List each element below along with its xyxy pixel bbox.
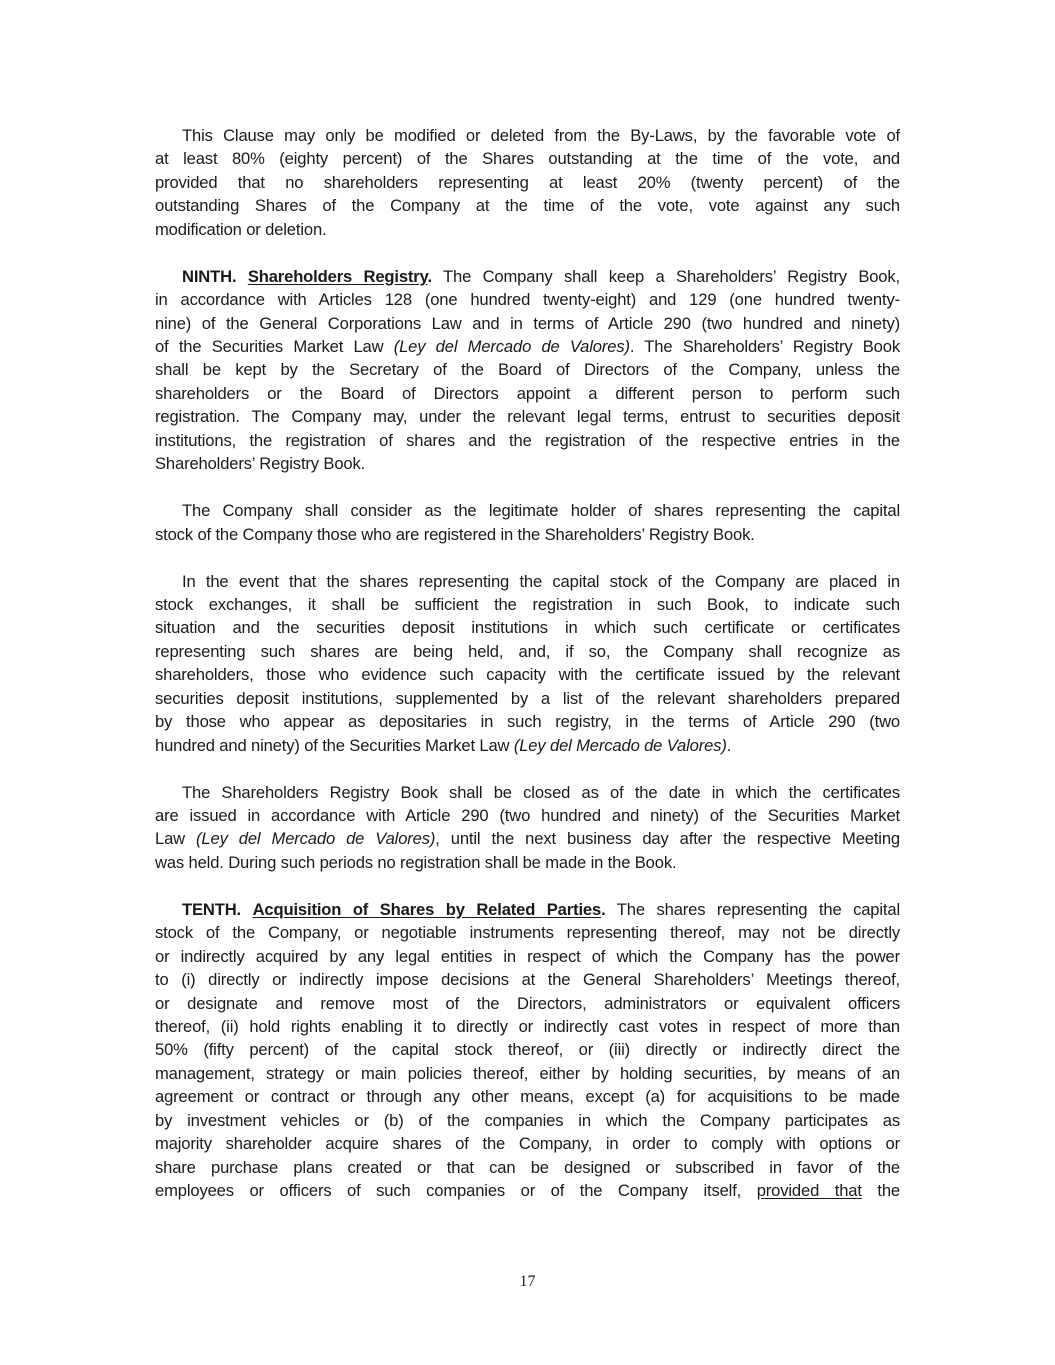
text-run: employees or officers of such companies or of the Company itself,	[155, 1181, 757, 1200]
section-title: Shareholders Registry	[247, 266, 428, 286]
document-page	[155, 124, 900, 1226]
section-number: TENTH.	[182, 899, 242, 919]
text-line: securities deposit institutions, supplemented by a list of the relevant shareholders prepared	[155, 688, 900, 708]
text-line: institutions, the registration of shares and the registration of the respective entries in the	[155, 430, 900, 450]
underlined-term: provided that	[756, 1181, 862, 1200]
text-line: stock of the Company those who are registered in the Shareholders’ Registry Book.	[155, 524, 755, 544]
italic-law-name: (Ley del Mercado de Valores)	[393, 337, 630, 356]
text-run: The Company shall keep a Shareholders’ Registry Book,	[431, 266, 900, 286]
section-title-period: .	[601, 899, 606, 919]
text-line: majority shareholder acquire shares of the Company, in order to comply with options or	[155, 1134, 900, 1154]
paragraph-stock-exchanges	[155, 570, 900, 758]
text-line: The Company shall consider as the legitimate holder of shares representing the capital	[182, 501, 900, 521]
text-line	[155, 734, 900, 757]
paragraph-registry-closed	[155, 781, 900, 875]
text-line: management, strategy or main policies thereof, either by holding securities, by means of an	[155, 1063, 900, 1083]
text-line: by those who appear as depositaries in such registry, in the terms of Article 290 (two	[155, 712, 900, 732]
text-line: stock exchanges, it shall be sufficient the registration in such Book, to indicate such	[155, 594, 900, 614]
text-line: outstanding Shares of the Company at the time of the vote, vote against any such	[155, 196, 900, 216]
paragraph-legitimate-holder	[155, 499, 900, 546]
text-line: by investment vehicles or (b) of the companies in which the Company participates as	[155, 1110, 900, 1130]
text-run: Law	[155, 829, 197, 849]
text-line: stock of the Company, or negotiable instruments representing thereof, may not be directly	[155, 923, 900, 943]
text-line: provided that no shareholders representing at least 20% (twenty percent) of the	[155, 172, 900, 192]
text-line	[155, 827, 900, 850]
text-line	[155, 265, 900, 288]
text-run: of the Securities Market Law	[155, 337, 394, 356]
paragraph-clause-modification	[155, 124, 900, 241]
section-title: Acquisition of Shares by Related Parties	[252, 899, 602, 919]
text-line: This Clause may only be modified or deleted from the By-Laws, by the favorable vote of	[182, 126, 900, 145]
text-line: The Shareholders Registry Book shall be closed as of the date in which the certificates	[182, 782, 900, 802]
text-line: share purchase plans created or that can be designed or subscribed in favor of the	[155, 1157, 900, 1177]
text-run: . The Shareholders’ Registry Book	[629, 337, 900, 356]
text-line: representing such shares are being held, and, if so, the Company shall recognize as	[155, 641, 900, 661]
text-line: was held. During such periods no registration shall be made in the Book.	[155, 852, 677, 872]
text-line: modification or deletion.	[155, 219, 327, 239]
text-line	[155, 1179, 900, 1202]
text-run: The shares representing the capital	[605, 899, 900, 919]
text-line: nine) of the General Corporations Law and in terms of Article 290 (two hundred and ninety)	[155, 313, 900, 333]
text-line: In the event that the shares representing the capital stock of the Company are placed in	[182, 571, 900, 591]
text-run: the	[861, 1181, 900, 1200]
text-line: shall be kept by the Secretary of the Board of Directors of the Company, unless the	[155, 360, 900, 380]
text-line: or designate and remove most of the Directors, administrators or equivalent officers	[155, 993, 900, 1013]
text-line	[155, 335, 900, 358]
text-run: hundred and ninety) of the Securities Market Law	[155, 735, 514, 755]
italic-law-name: (Ley del Mercado de Valores)	[196, 829, 436, 849]
text-line	[155, 898, 900, 921]
italic-law-name: (Ley del Mercado de Valores)	[513, 735, 727, 755]
section-tenth	[155, 898, 900, 1203]
text-run: .	[726, 735, 732, 755]
text-line: shareholders, those who evidence such capacity with the certificate issued by the relevant	[155, 665, 900, 685]
section-ninth	[155, 265, 900, 476]
text-line: agreement or contract or through any other means, except (a) for acquisitions to be made	[155, 1087, 900, 1107]
text-line: at least 80% (eighty percent) of the Shares outstanding at the time of the vote, and	[155, 149, 900, 169]
text-line: situation and the securities deposit institutions in which such certificate or certificates	[155, 618, 900, 638]
text-line: registration. The Company may, under the relevant legal terms, entrust to securities deposit	[155, 407, 900, 427]
text-line: thereof, (ii) hold rights enabling it to directly or indirectly cast votes in respect of more than	[155, 1016, 900, 1036]
text-line: shareholders or the Board of Directors appoint a different person to perform such	[155, 383, 900, 403]
page-number: 17	[519, 1273, 536, 1290]
text-line: 50% (fifty percent) of the capital stock thereof, or (iii) directly or indirectly direct the	[155, 1040, 900, 1060]
text-line: or indirectly acquired by any legal entities in respect of which the Company has the power	[155, 946, 900, 966]
text-line: Shareholders’ Registry Book.	[155, 454, 366, 474]
text-run: , until the next business day after the respective Meeting	[435, 829, 900, 849]
section-number: NINTH.	[182, 266, 237, 286]
text-line: in accordance with Articles 128 (one hundred twenty-eight) and 129 (one hundred twenty-	[155, 290, 900, 310]
text-line: are issued in accordance with Article 290 (two hundred and ninety) of the Securities Market	[155, 805, 900, 825]
text-line: to (i) directly or indirectly impose decisions at the General Shareholders’ Meetings thereof,	[155, 970, 900, 990]
section-title-period: .	[427, 266, 432, 286]
